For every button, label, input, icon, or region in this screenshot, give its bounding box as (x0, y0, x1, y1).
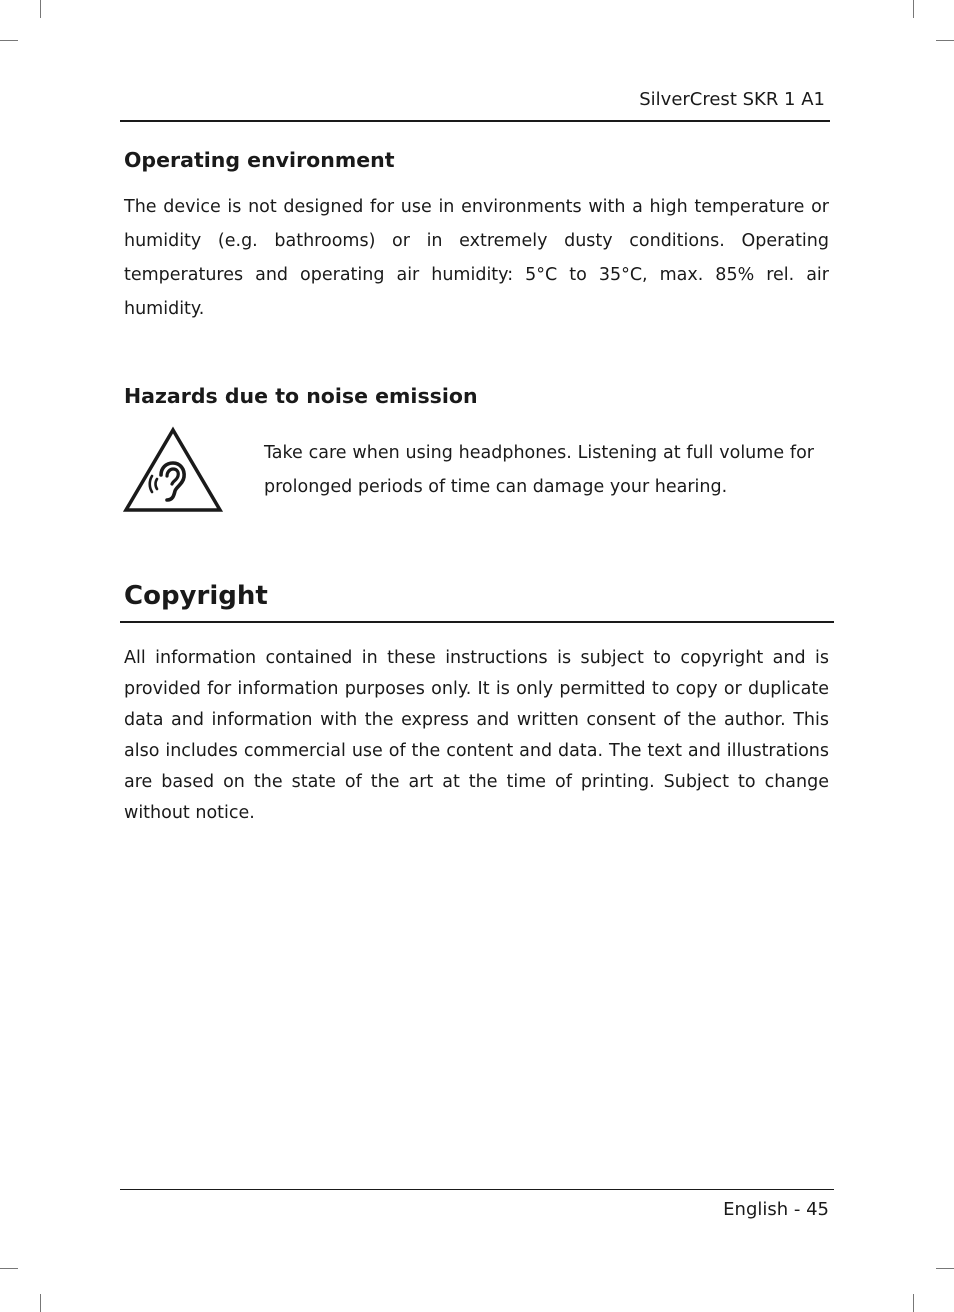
page-header-title: SilverCrest SKR 1 A1 (639, 89, 825, 110)
crop-mark (913, 0, 914, 18)
footer-rule (120, 1189, 834, 1190)
crop-mark (936, 40, 954, 41)
crop-mark (936, 1268, 954, 1269)
copyright-text: All information contained in these instructions is subject to copyright and is provided for information purposes only. It is only permitted to copy or duplicate data and information with the express and written consent of the author. This also includes commercial use of the content and data. The text and illustrations are based on the state of the art at the time of printing. Subject to change without notice. (124, 648, 829, 823)
crop-mark (0, 40, 18, 41)
noise-hazard-text: Take care when using headphones. Listening at full volume for prolonged periods of time can damage your hearing. (264, 443, 814, 497)
page-number: English - 45 (723, 1199, 829, 1220)
copyright-rule (120, 621, 834, 623)
header-rule (120, 120, 830, 122)
operating-environment-heading: Operating environment (124, 148, 395, 172)
crop-mark (913, 1294, 914, 1312)
operating-environment-text: The device is not designed for use in environments with a high temperature or humidity (e.g. bathrooms) or in extremely dusty conditions. Operating temperatures and operating air humidity: 5°C to 35°C, max. 85% rel. air humidity. (124, 197, 829, 319)
hearing-warning-icon (123, 426, 223, 514)
noise-hazard-heading: Hazards due to noise emission (124, 384, 478, 408)
copyright-heading: Copyright (124, 581, 268, 611)
crop-mark (40, 0, 41, 18)
crop-mark (0, 1268, 18, 1269)
crop-mark (40, 1294, 41, 1312)
